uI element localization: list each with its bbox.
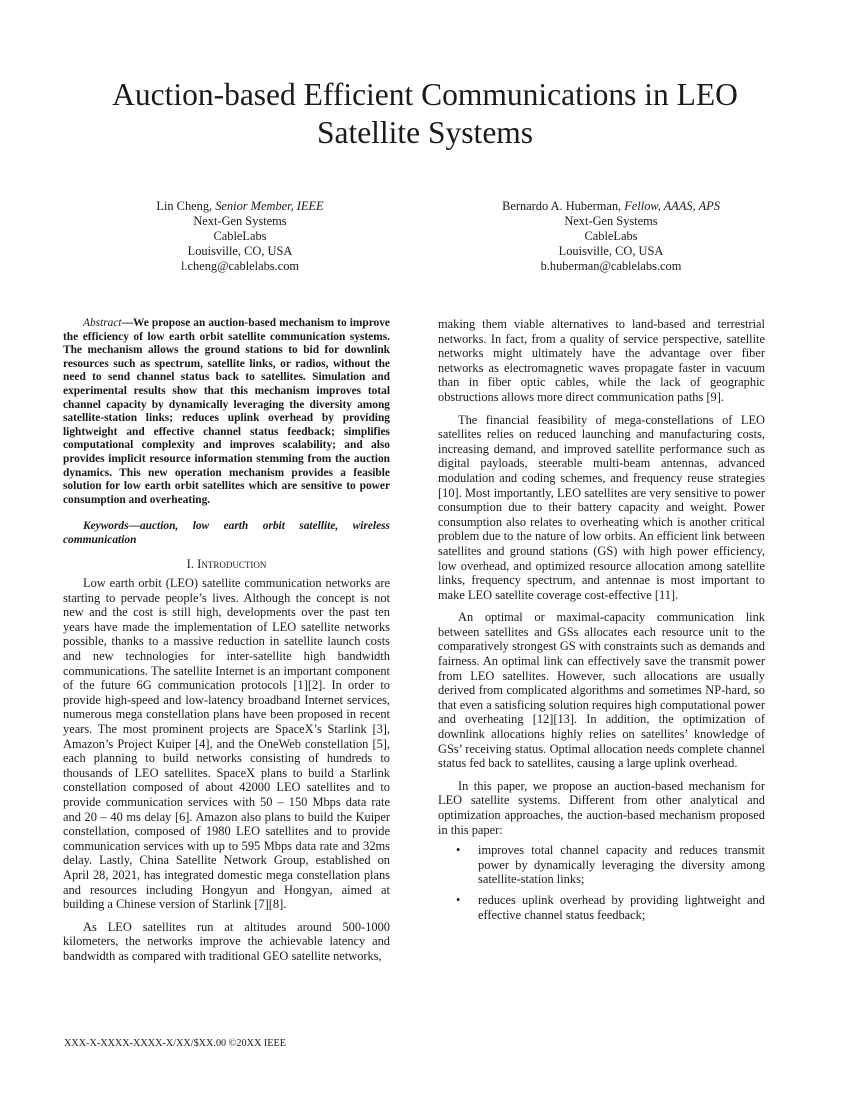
right-column <box>438 317 765 928</box>
body-paragraph: In this paper, we propose an auction-based mechanism for LEO satellite systems. Different from other analytical and optimization approaches, the auction-based mechanism proposed in this paper: <box>438 778 765 837</box>
keywords: Keywords—auction, low earth orbit satellite, wireless communication <box>63 520 390 546</box>
author-company: CableLabs <box>584 229 638 243</box>
abstract <box>63 317 390 507</box>
bullet-icon: • <box>456 892 461 907</box>
author-location: Louisville, CO, USA <box>558 244 664 258</box>
list-item-text: improves total channel capacity and reduces transmit power by dynamically leveraging the diversity among satellite-station links; <box>478 843 765 887</box>
author-email: l.cheng@cablelabs.com <box>180 259 300 273</box>
copyright-footer: XXX-X-XXXX-XXXX-X/XX/$XX.00 ©20XX IEEE <box>64 1038 286 1049</box>
section-heading <box>63 557 390 572</box>
author-company: CableLabs <box>213 229 267 243</box>
author-name-line <box>110 199 370 214</box>
author-block-2 <box>480 199 742 274</box>
abstract-label: Abstract <box>83 317 122 329</box>
body-paragraph: An optimal or maximal-capacity communication link between satellites and GSs allocates each resource unit to the comparatively strongest GS with constraints such as demands and fairness. An optimal link can effectively save the transmit power from LEO satellites. However, such allocations are usually derived from complicated algorithms and sometimes NP-hard, so that even a satisficing solution requires high computational power and overheating [12][13]. In addition, the optimization of downlink allocations highly relies on satellites’ knowledge of GSs’ receiving status. Optimal allocation needs complete channel status fed back to satellites, causing a large uplink overhead. <box>438 610 765 771</box>
abstract-text: —We propose an auction-based mechanism to improve the efficiency of low earth orbit satellite communication systems. The mechanism allows the ground stations to bid for downlink resources such as spectrum, satellite links, or radios, without the need to send channel status back to satellites. Simulation and experimental results show that this mechanism improves total channel capacity by dynamically leveraging the diversity among satellite-station links; reduces uplink overhead by providing lightweight and effective channel status feedback; simplifies computational complexity and improves scalability; and also provides implicit resource information stemming from the auction dynamics. This new operation mechanism provides a feasible solution for low earth orbit satellites which are sensitive to power consumption and overheating. <box>63 317 390 506</box>
bullet-icon: • <box>456 843 461 858</box>
author-org: Next-Gen Systems <box>564 214 658 228</box>
contribution-list <box>438 843 765 922</box>
body-paragraph: As LEO satellites run at altitudes around 500-1000 kilometers, the networks improve the achievable latency and bandwidth as compared with traditional GEO satellite networks, <box>63 919 390 963</box>
body-paragraph: The financial feasibility of mega-constellations of LEO satellites relies on reduced launching and manufacturing costs, increasing demand, and improved satellite performance such as digital payloads, steerable multi-beam antennas, advanced modulation and coding schemes, and frequency reuse strategies [10]. Most importantly, LEO satellites are very sensitive to power consumption due to their battery capacity and weight. Power consumption also relates to overheating which is another critical problem due to the nature of low orbits. An efficient link between satellites and ground stations (GS) with high power efficiency, low overhead, and optimized resource allocation among satellite links, frequency spectrum, and antennae is most important to make LEO satellite coverage cost-effective [11]. <box>438 412 765 602</box>
author-role: Senior Member, IEEE <box>215 199 324 213</box>
author-name: Bernardo A. Huberman, <box>502 199 625 213</box>
author-role: Fellow, AAAS, APS <box>624 199 720 213</box>
author-name: Lin Cheng, <box>156 199 216 213</box>
list-item <box>456 892 765 922</box>
author-email: b.huberman@cablelabs.com <box>540 259 682 273</box>
list-item-text: reduces uplink overhead by providing lightweight and effective channel status feedback; <box>478 892 765 922</box>
author-location: Louisville, CO, USA <box>187 244 293 258</box>
author-block-1 <box>110 199 370 274</box>
body-paragraph: Low earth orbit (LEO) satellite communication networks are starting to pervade people’s lives. Although the concept is not new and the cost is still high, developments over the past ten years have made the implementation of LEO satellite networks possible, thanks to a massive reduction in satellite launch costs and new technologies for inter-satellite high bandwidth communications. The satellite Internet is an important component of the future 6G communication protocols [1][2]. In order to provide high-speed and low-latency broadband Internet services, numerous mega constellation plans have been proposed in recent years. The most prominent projects are SpaceX’s Starlink [3], Amazon’s Project Kuiper [4], and the OneWeb constellation [5], each planning to build networks consisting of hundreds to thousands of LEO satellites. SpaceX plans to build a Starlink constellation composed of about 42000 LEO satellites and to provide communication services with 50 – 150 Mbps data rate and 20 – 40 ms delay [6]. Amazon also plans to build the Kuiper constellation, composed of 1980 LEO satellites and to provide communication services with up to 595 Mbps data rate and 32ms delay. Lastly, China Satellite Network Group, established on April 28, 2021, has integrated domestic mega constellation plans and resources including Hongyun and Hongyan, aimed at building a Chinese version of Starlink [7][8]. <box>63 576 390 912</box>
paper-title: Auction-based Efficient Communications in LEO Satellite Systems <box>112 77 738 150</box>
left-column <box>63 317 390 964</box>
author-name-line <box>480 199 742 214</box>
section-number: I. <box>186 556 198 571</box>
author-org: Next-Gen Systems <box>193 214 287 228</box>
body-paragraph-continued: making them viable alternatives to land-based and terrestrial networks. In fact, from a quality of service perspective, satellite networks might ultimately have the advantage over fiber networks as electromagnetic waves propagate faster in vacuum than in fiber optic cables, while the lack of geographic obstructions allows more direct communication paths [9]. <box>438 317 765 404</box>
list-item <box>456 843 765 887</box>
section-title: Introduction <box>197 556 267 571</box>
